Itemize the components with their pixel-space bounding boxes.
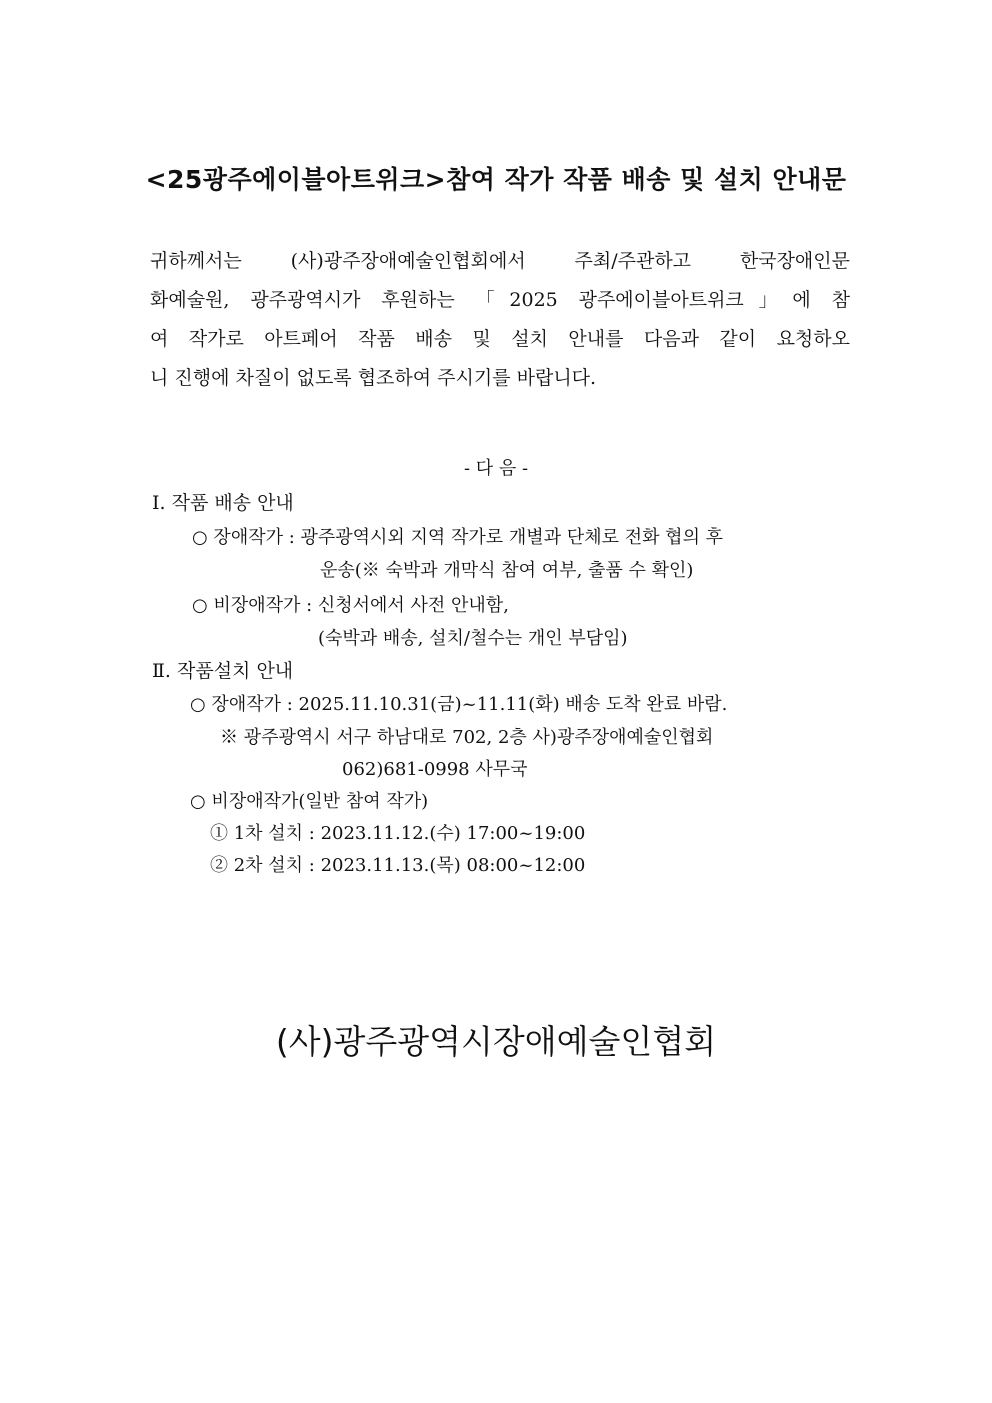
section2-item1-address: ※ 광주광역시 서구 하남대로 702, 2층 사)광주장애예술인협회	[220, 727, 714, 748]
intro-line: 여 작가로 아트페어 작품 배송 및 설치 안내를 다음과 같이 요청하오	[150, 328, 850, 350]
intro-paragraph	[150, 242, 850, 398]
section2-heading: Ⅱ. 작품설치 안내	[152, 660, 294, 682]
intro-line: 니 진행에 차질이 없도록 협조하여 주시기를 바랍니다.	[150, 367, 597, 389]
intro-line: 귀하께서는 (사)광주장애예술인협회에서 주최/주관하고 한국장애인문	[150, 250, 850, 272]
section1-item2: ○ 비장애작가 : 신청서에서 사전 안내함,	[192, 595, 509, 616]
section2-item2-second-install: ② 2차 설치 : 2023.11.13.(목) 08:00~12:00	[210, 855, 586, 876]
section1-item1-detail: 운송(※ 숙박과 개막식 참여 여부, 출품 수 확인)	[320, 560, 694, 581]
section1-item2-detail: (숙박과 배송, 설치/철수는 개인 부담임)	[318, 628, 628, 649]
section2-item2-first-install: ① 1차 설치 : 2023.11.12.(수) 17:00~19:00	[210, 823, 586, 844]
document-title: <25광주에이블아트위크>참여 작가 작품 배송 및 설치 안내문	[145, 165, 847, 194]
notice-heading: - 다 음 -	[463, 458, 529, 479]
section1-item1: ○ 장애작가 : 광주광역시외 지역 작가로 개별과 단체로 전화 협의 후	[192, 527, 724, 548]
section2-item1: ○ 장애작가 : 2025.11.10.31(금)~11.11(화) 배송 도착 완료 바람.	[190, 694, 728, 715]
section1-heading: Ⅰ. 작품 배송 안내	[152, 492, 294, 514]
section2-item1-phone: 062)681-0998 사무국	[342, 759, 528, 780]
organization-signature: (사)광주광역시장애예술인협회	[275, 1022, 717, 1061]
section2-item2: ○ 비장애작가(일반 참여 작가)	[190, 791, 429, 812]
intro-line: 화예술원, 광주광역시가 후원하는 「2025 광주에이블아트위크」에 참	[150, 289, 850, 311]
